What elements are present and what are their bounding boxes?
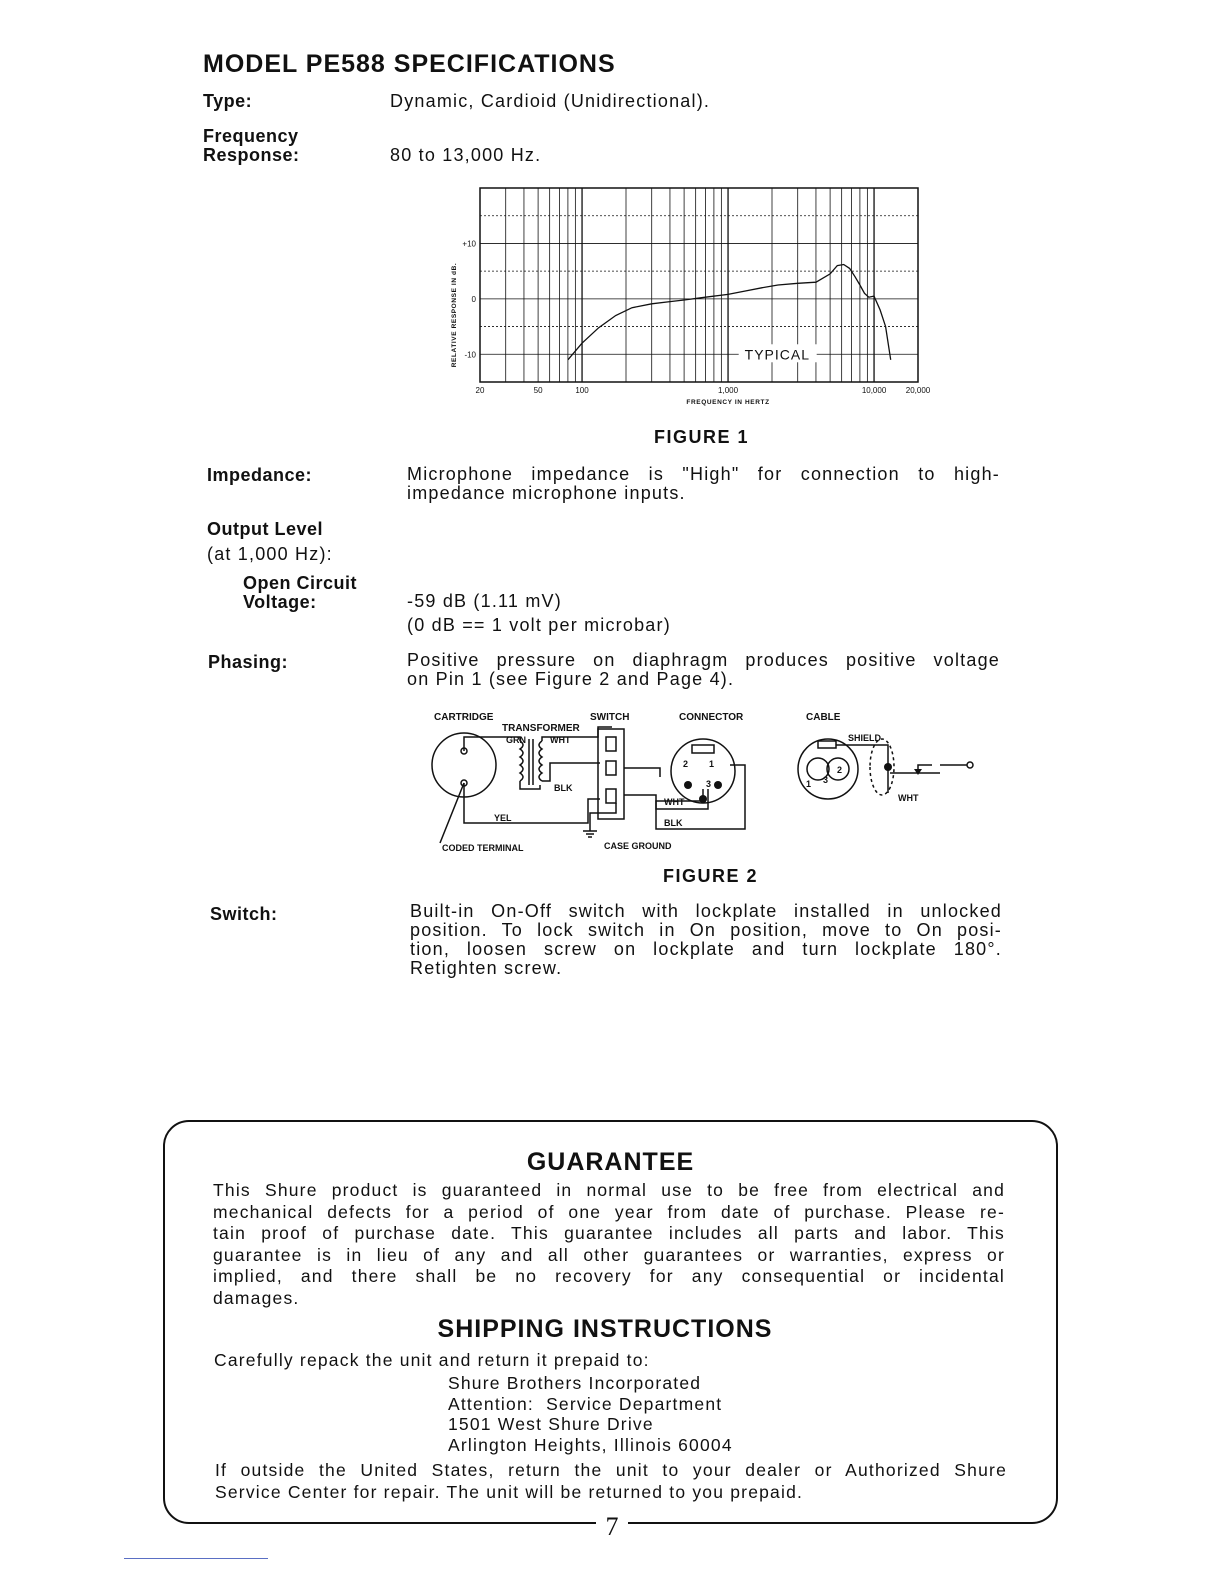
shipping-heading: SHIPPING INSTRUCTIONS (437, 1315, 773, 1343)
switch-line3: tion, loosen screw on lockplate and turn lockplate 180°. (410, 939, 1002, 959)
frequency-value: 80 to 13,000 Hz. (390, 145, 542, 165)
connector-pin1-text: 1 (709, 759, 715, 769)
impedance-label: Impedance: (207, 465, 313, 485)
x-tick-label: 100 (575, 386, 589, 395)
grn-label: GRN (506, 735, 526, 745)
wht-low-label: WHT (664, 797, 685, 807)
switch-line1: Built-in On-Off switch with lockplate installed in unlocked (410, 901, 1002, 921)
x-tick-label: 1,000 (718, 386, 739, 395)
guarantee-line-4: guarantee is in lieu of any and all other guarantees or warranties, express or (213, 1244, 1005, 1265)
type-label: Type: (203, 91, 253, 111)
y-axis-title: RELATIVE RESPONSE IN dB. (451, 262, 458, 368)
cartridge-label: CARTRIDGE (434, 712, 494, 723)
connector-label: CONNECTOR (679, 712, 744, 723)
wht-top-label: WHT (550, 735, 571, 745)
connector-pin3-text: 3 (706, 779, 712, 789)
y-tick-label: +10 (462, 239, 476, 249)
shield-label: SHIELD (848, 733, 882, 743)
switch-value (410, 902, 1002, 978)
case-ground-label: CASE GROUND (604, 841, 672, 851)
phasing-line1: Positive pressure on diaphragm produces positive voltage (407, 650, 1000, 670)
guarantee-text (213, 1180, 1005, 1309)
wht-cable-label: WHT (898, 793, 919, 803)
shipping-intro: Carefully repack the unit and return it prepaid to: (214, 1350, 650, 1370)
page-number: 7 (596, 1512, 628, 1542)
x-axis-title: FREQUENCY IN HERTZ (686, 399, 770, 406)
phasing-value (407, 651, 1000, 689)
phasing-line2: on Pin 1 (see Figure 2 and Page 4). (407, 669, 735, 689)
coded-terminal-leader (440, 783, 464, 843)
switch-line4: Retighten screw. (410, 958, 563, 978)
blk-mid-label: BLK (554, 783, 573, 793)
connector-pin2-text: 2 (683, 759, 689, 769)
page-title: MODEL PE588 SPECIFICATIONS (203, 50, 616, 78)
transformer-secondary (539, 741, 542, 781)
frequency-label-line2: Response: (203, 145, 300, 165)
guarantee-line-5: implied, and there shall be no recovery for any consequential or incidental (213, 1266, 1005, 1286)
switch-box (598, 729, 624, 819)
wiring-diagram (420, 705, 1000, 860)
chart-frame (480, 188, 918, 382)
address-line-2: Attention: Service Department (448, 1393, 723, 1414)
impedance-line2: impedance microphone inputs. (407, 483, 686, 503)
open-circuit-label (243, 574, 357, 612)
transformer-primary (520, 741, 523, 781)
frequency-response-chart (440, 180, 950, 410)
impedance-line1: Microphone impedance is "High" for connection to high- (407, 464, 1000, 484)
guarantee-line-1: This Shure product is guaranteed in normal use to be free from electrical and (213, 1180, 1005, 1200)
open-circuit-line1: Open Circuit (243, 573, 358, 593)
type-value: Dynamic, Cardioid (Unidirectional). (390, 91, 711, 111)
cable-pin1-text: 1 (806, 779, 812, 789)
address-line-4: Arlington Heights, Illinois 60004 (448, 1434, 733, 1455)
address-line-1: Shure Brothers Incorporated (448, 1373, 702, 1393)
blk-low-label: BLK (664, 818, 683, 828)
output-value-2: (0 dB == 1 volt per microbar) (407, 615, 671, 635)
switch-line2: position. To lock switch in On position, move to On posi- (410, 920, 1002, 940)
connector-pin-1 (714, 781, 722, 789)
figure1-caption: FIGURE 1 (654, 427, 750, 447)
outside-line-2: Service Center for repair. The unit will be returned to you prepaid. (215, 1481, 804, 1502)
cable-pin3-text: 3 (823, 775, 829, 785)
connector-pin-3 (699, 795, 707, 803)
x-tick-label: 50 (533, 386, 543, 395)
output-level-label: Output Level (207, 519, 324, 539)
cable-pin2-text: 2 (837, 765, 843, 775)
output-level-sub: (at 1,000 Hz): (207, 544, 333, 564)
x-tick-label: 20,000 (905, 386, 931, 395)
y-tick-label: -10 (464, 350, 476, 360)
cable-label: CABLE (806, 712, 841, 723)
frequency-label (203, 127, 300, 165)
guarantee-line-2: mechanical defects for a period of one year from date of purchase. Please re- (213, 1201, 1005, 1222)
guarantee-line-6: damages. (213, 1287, 300, 1308)
open-circuit-line2: Voltage: (243, 592, 317, 612)
guarantee-heading: GUARANTEE (526, 1148, 695, 1176)
coded-terminal-label: CODED TERMINAL (442, 843, 524, 853)
connector-key (692, 745, 714, 753)
phasing-label: Phasing: (208, 652, 289, 672)
y-tick-label: 0 (471, 294, 476, 304)
x-tick-label: 20 (475, 386, 485, 395)
guarantee-line-3: tain proof of purchase date. This guarantee includes all parts and labor. This (213, 1223, 1005, 1243)
transformer-label: TRANSFORMER (502, 723, 580, 734)
switch-label-heading: Switch: (210, 904, 278, 924)
impedance-value (407, 465, 1000, 503)
switch-label: SWITCH (590, 712, 630, 723)
shipping-address (448, 1373, 733, 1455)
figure2-caption: FIGURE 2 (663, 866, 759, 886)
cable-junction (884, 763, 892, 771)
address-line-3: 1501 West Shure Drive (448, 1414, 654, 1434)
shipping-outside (215, 1460, 1007, 1503)
blue-underline (124, 1558, 268, 1559)
output-value-1: -59 dB (1.11 mV) (407, 591, 562, 611)
frequency-label-line1: Frequency (203, 126, 299, 146)
response-curve (568, 265, 891, 363)
connector-pin-2 (684, 781, 692, 789)
outside-line-1: If outside the United States, return the unit to your dealer or Authorized Shure (215, 1460, 1007, 1480)
yel-label: YEL (494, 813, 512, 823)
x-tick-label: 10,000 (861, 386, 887, 395)
annotation-typical: TYPICAL (744, 346, 811, 363)
cable-switch-symbol (914, 769, 922, 775)
